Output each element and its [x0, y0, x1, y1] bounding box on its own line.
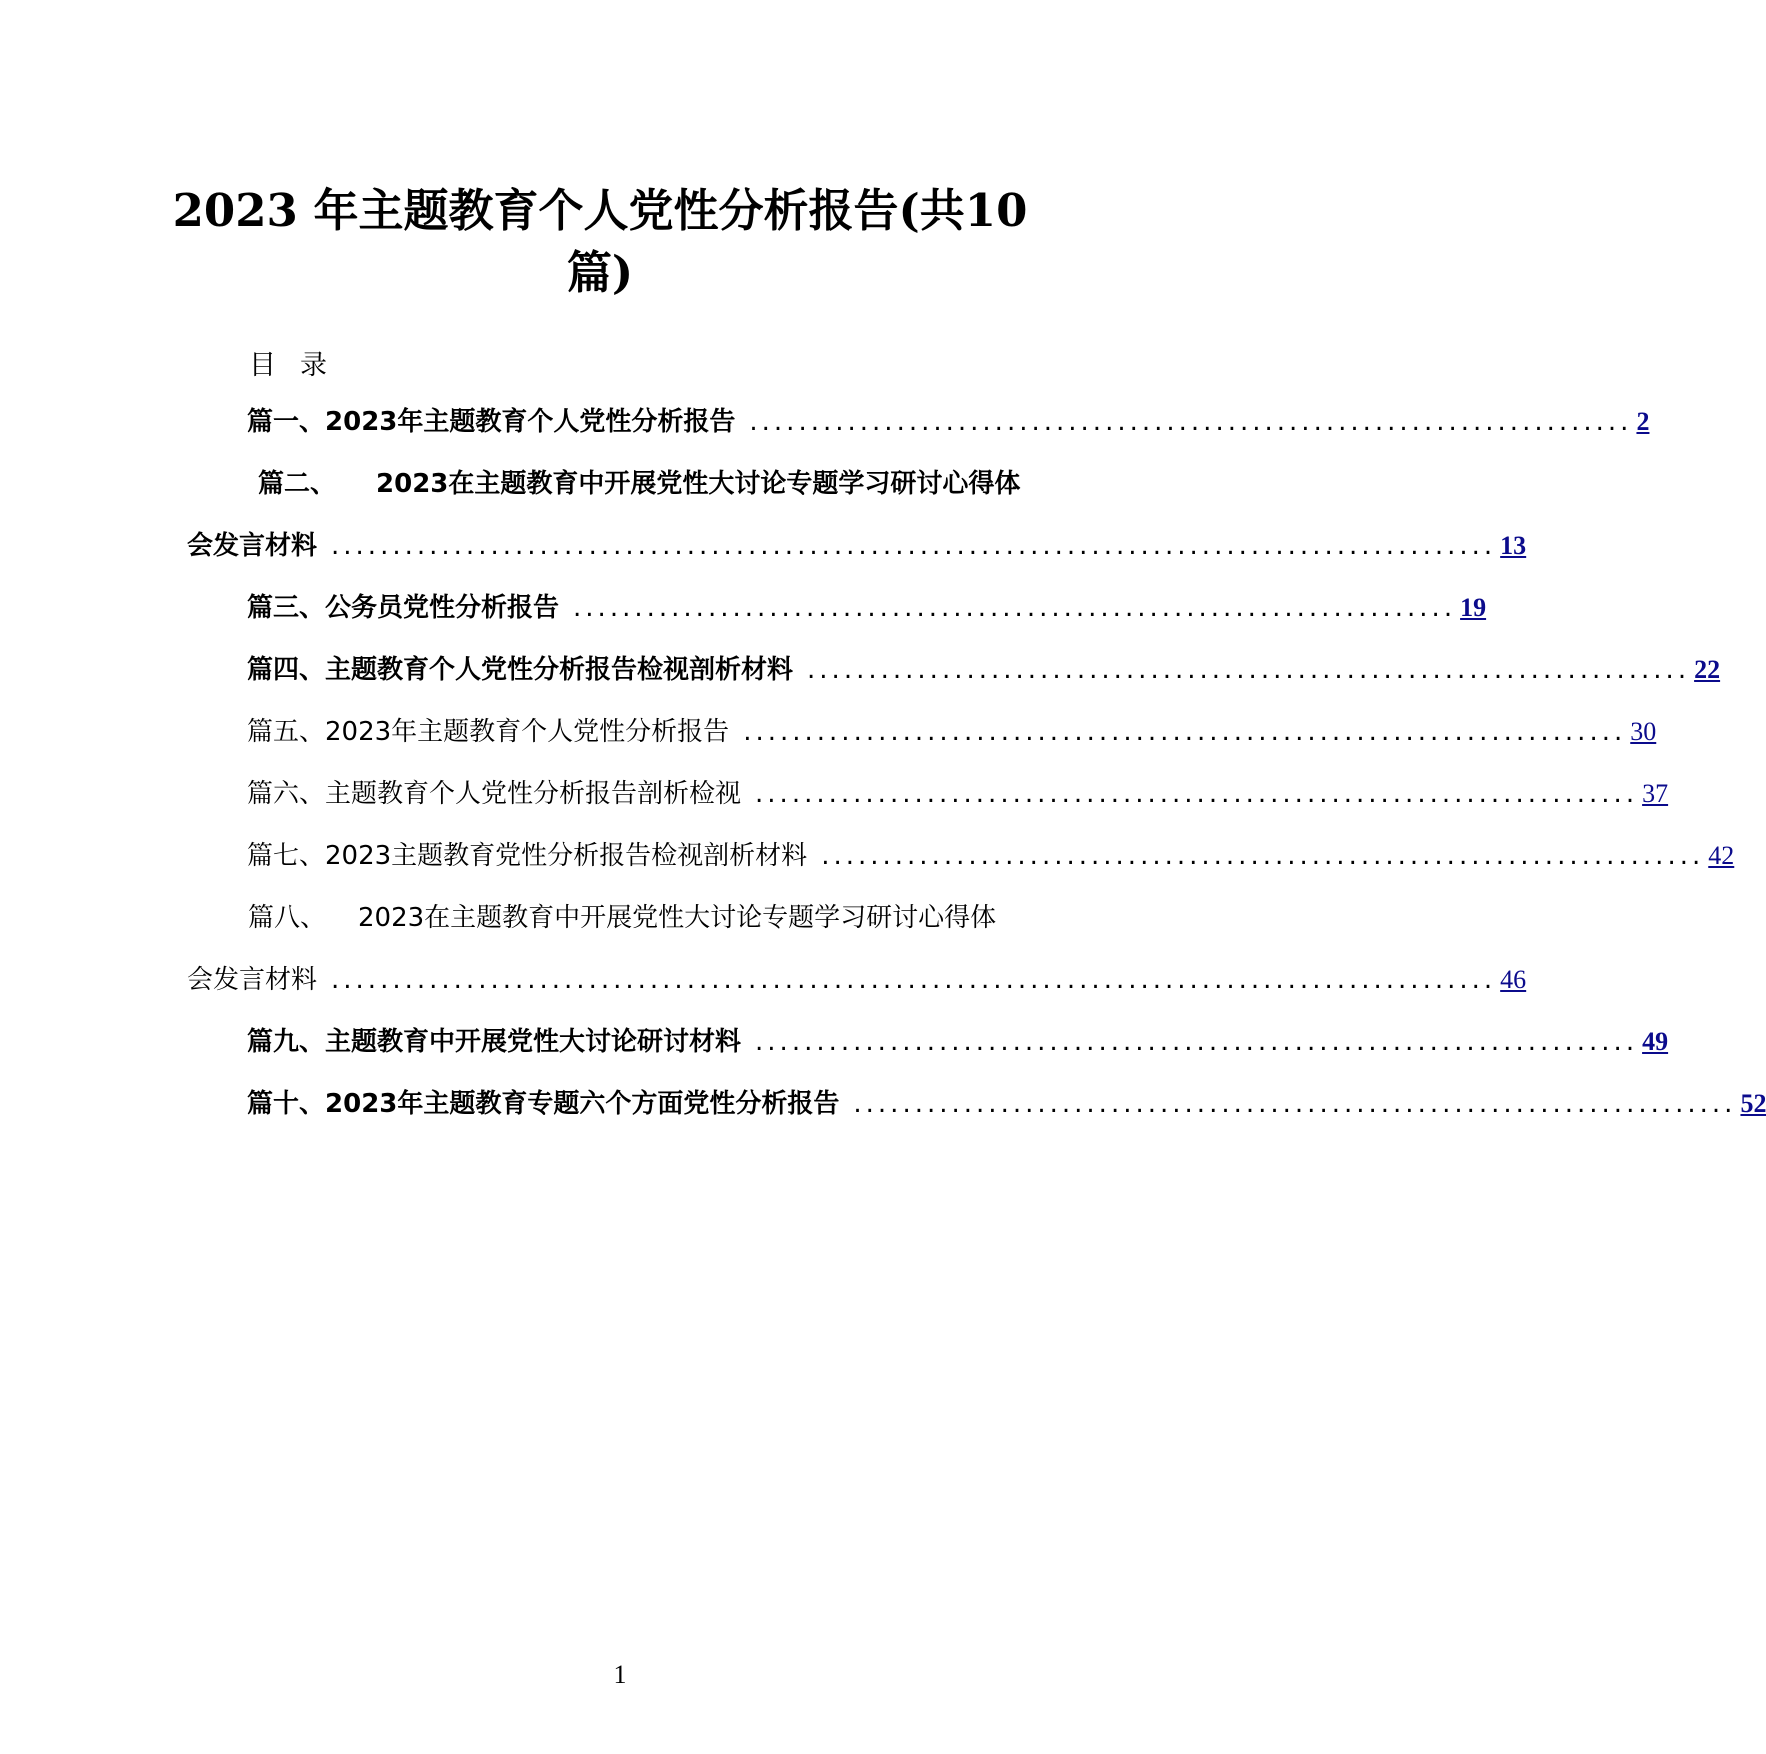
toc-entry-7[interactable]	[247, 836, 1735, 876]
toc-leader-dots: ........................................................................	[755, 779, 1639, 809]
toc-heading: 目录	[249, 350, 351, 381]
toc-entry-title: 2023年主题教育个人党性分析报告	[325, 717, 730, 747]
toc-entry-10[interactable]	[247, 1084, 1766, 1124]
toc-entry-2-line1[interactable]	[258, 464, 1048, 504]
toc-leader-dots: ........................................................................	[807, 655, 1691, 685]
toc-entry-number: 篇二、	[258, 469, 337, 499]
toc-leader-dots: ........................................................................	[853, 1089, 1737, 1119]
toc-entry-title-continued: 会发言材料	[187, 531, 318, 561]
toc-entry-number: 篇八、	[248, 903, 327, 933]
toc-leader-dots: ........................................................................	[821, 841, 1705, 871]
toc-leader-dots: ........................................................................	[743, 717, 1627, 747]
toc-entry-title-continued: 会发言材料	[187, 965, 318, 995]
toc-leader-dots: ........................................................................	[573, 593, 1457, 623]
toc-entry-title: 公务员党性分析报告	[325, 593, 560, 623]
toc-entry-number: 篇三、	[247, 593, 326, 623]
toc-page-link[interactable]: 52	[1740, 1089, 1766, 1118]
toc-entry-5[interactable]	[247, 712, 1657, 752]
toc-entry-number: 篇六、	[247, 779, 326, 809]
toc-entry-title: 主题教育个人党性分析报告剖析检视	[325, 779, 742, 809]
toc-page-link[interactable]: 49	[1642, 1027, 1669, 1056]
document-title: 2023 年主题教育个人党性分析报告(共10篇)	[172, 184, 1028, 299]
toc-entry-title: 主题教育个人党性分析报告检视剖析材料	[325, 655, 794, 685]
toc-entry-title: 主题教育中开展党性大讨论研讨材料	[325, 1027, 742, 1057]
toc-entry-number: 篇四、	[247, 655, 326, 685]
toc-entry-number: 篇十、	[247, 1089, 326, 1119]
toc-entry-number: 篇七、	[247, 841, 326, 871]
toc-leader-dots: ........................................................................	[749, 407, 1633, 437]
toc-entry-4[interactable]	[247, 650, 1721, 690]
toc-leader-dots: ...............................................................................................	[331, 965, 1497, 995]
toc-page-link[interactable]: 2	[1636, 407, 1650, 436]
toc-entry-number: 篇九、	[247, 1027, 326, 1057]
toc-page-link[interactable]: 22	[1694, 655, 1721, 684]
toc-page-link[interactable]: 19	[1460, 593, 1487, 622]
toc-entry-3[interactable]	[247, 588, 1487, 628]
toc-entry-number: 篇一、	[247, 407, 326, 437]
toc-page-link[interactable]: 46	[1500, 965, 1527, 994]
toc-entry-8-line2[interactable]	[187, 960, 1527, 1000]
toc-page-link[interactable]: 30	[1630, 717, 1657, 746]
page-number: 1	[613, 1660, 627, 1689]
toc-entry-9[interactable]	[247, 1022, 1669, 1062]
toc-entry-title: 2023在主题教育中开展党性大讨论专题学习研讨心得体	[358, 903, 997, 933]
toc-entry-6[interactable]	[247, 774, 1669, 814]
toc-entry-number: 篇五、	[247, 717, 326, 747]
toc-entry-title: 2023在主题教育中开展党性大讨论专题学习研讨心得体	[376, 469, 1021, 499]
toc-entry-1[interactable]	[247, 402, 1650, 442]
toc-leader-dots: ........................................................................	[755, 1027, 1639, 1057]
toc-entry-title: 2023年主题教育个人党性分析报告	[325, 407, 736, 437]
toc-page-link[interactable]: 37	[1642, 779, 1669, 808]
toc-page-link[interactable]: 13	[1500, 531, 1527, 560]
toc-entry-title: 2023年主题教育专题六个方面党性分析报告	[325, 1089, 840, 1119]
toc-entry-2-line2[interactable]	[187, 526, 1527, 566]
toc-entry-title: 2023主题教育党性分析报告检视剖析材料	[325, 841, 808, 871]
toc-entry-8-line1[interactable]	[248, 898, 1048, 938]
toc-leader-dots: ...............................................................................................	[331, 531, 1497, 561]
toc-page-link[interactable]: 42	[1708, 841, 1735, 870]
